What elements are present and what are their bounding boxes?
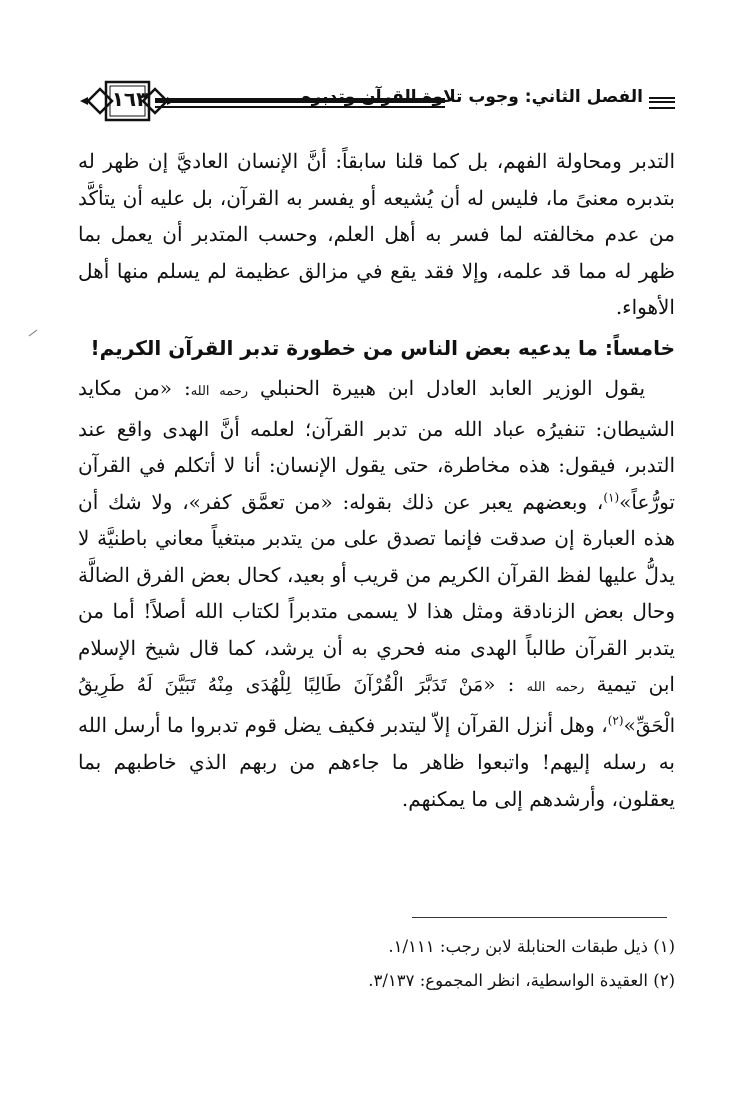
text-segment: ، وهل أنزل القرآن إلاّ ليتدبر فكيف يضل قوم تدبروا ما أرسل الله به رسله إليهم! واتبعوا ظاهر ما جاءهم من ربهم الذي خاطبهم بما يعقلون، وأرشدهم إلى ما يمكنهم. [78,712,675,811]
quote-text: مَنْ تَدَبَّرَ الْقُرْآنَ طَالِبًا لِلْهُدَى مِنْهُ تَبَيَّنَ لَهُ طَرِيقُ الْحَقِّ [78,674,675,737]
section-heading: خامساً: ما يدعيه بعض الناس من خطورة تدبر القرآن الكريم! [90,335,675,360]
page-body [78,143,675,817]
chapter-title: الفصل الثاني: وجوب تلاوة القرآن وتدبره [301,87,643,107]
text-segment: » [623,712,636,737]
footnote-ref-1[interactable]: (١) [603,489,620,504]
footnote-ref-2[interactable]: (٢) [607,712,624,727]
text-segment: يقول الوزير العابد العادل ابن هبيرة الحنبلي [259,376,646,400]
paragraph-1: التدبر ومحاولة الفهم، بل كما قلنا سابقاً: أنَّ الإنسان العاديَّ إن ظهر له بتدبره معنىً ما، فليس له أن يُشيعه أو يفسر به القرآن، بل عليه أن يتأكَّد من عدم مخالفته لما فسر به أهل العلم، وحسب المتدبر أن يعمل بما ظهر له مما قد علمه، وإلا فقد يقع في مزالق عظيمة لم يسلم منها أهل الأهواء. [78,149,675,319]
footnote-separator [412,917,667,918]
footnote-2: (٢) العقيدة الواسطية، انظر المجموع: ٣/١٣٧. [368,971,675,990]
header-bar-ornament [649,97,675,109]
page-number: ١٦٣ [111,87,149,111]
text-segment: ، وبعضهم يعبر عن ذلك بقوله: «من تعمَّق كفر»، ولا شك أن هذه العبارة إن صدقت فإنما تصدق على من يتدبر مبتغياً معاني باطنيَّة لا يدلُّ عليها لفظ القرآن الكريم من قريب أو بعيد، كحال بعض الفرق الضالَّة وحال بعض الزنادقة ومثل هذا لا يسمى متدبراً لكتاب الله أصلاً! أما من يتدبر القرآن طالباً الهدى منه فحري به أن يرشد، كما قال شيخ الإسلام ابن تيمية [78,489,675,696]
honorific-glyph: رحمه الله [190,384,249,399]
text-segment: : « [483,672,515,696]
margin-pen-mark [28,328,38,338]
page-header [80,76,675,126]
text-segment: : «من مكايد الشيطان: تنفيرُه عباد الله من تدبر القرآن؛ لعلمه أنَّ الهدى واقع عند التدبر، فيقول: هذه مخاطرة، حتى يقول الإنسان: أنا لا أتكلم في القرآن تورُّعاً» [78,376,675,514]
footnotes [78,930,675,998]
footnote-1: (١) ذيل طبقات الحنابلة لابن رجب: ١/١١١. [388,937,675,956]
honorific-glyph: رحمه الله [526,680,585,695]
paragraph-2 [78,370,675,817]
